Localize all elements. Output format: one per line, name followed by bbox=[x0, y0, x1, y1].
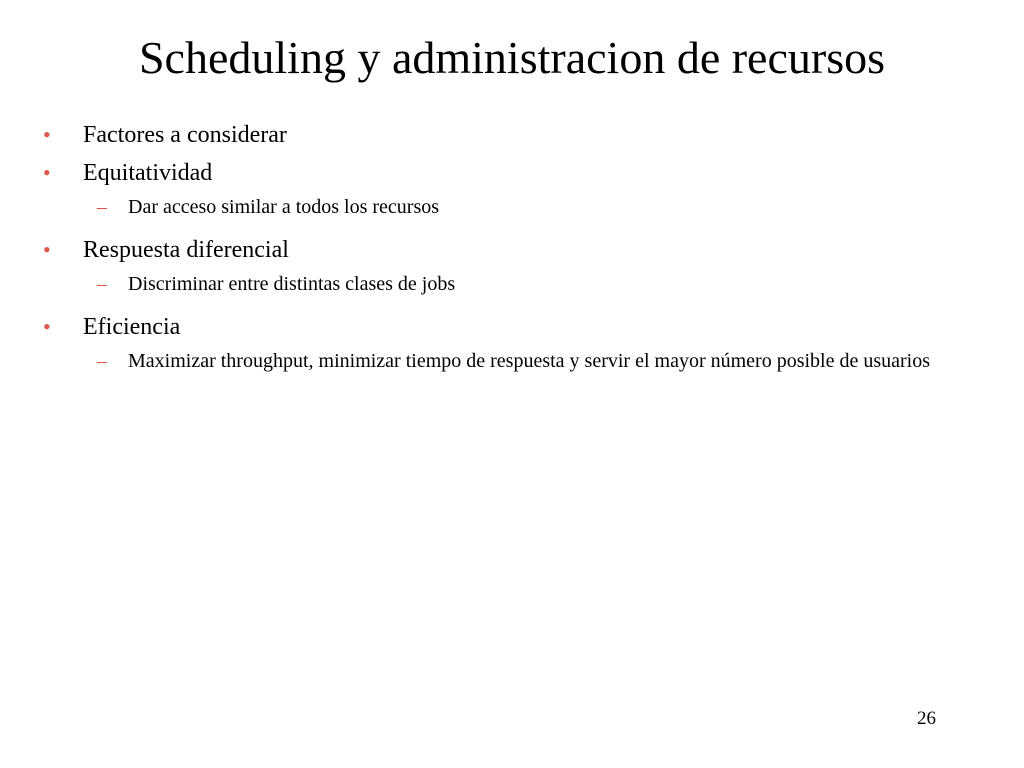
bullet-marker: • bbox=[43, 122, 51, 147]
sub-bullet-text: Maximizar throughput, minimizar tiempo de respuesta y servir el mayor número posible de usuarios bbox=[128, 350, 931, 372]
bullet-list bbox=[0, 116, 1024, 385]
sub-bullet-marker: – bbox=[97, 273, 107, 295]
page-number: 26 bbox=[917, 708, 936, 729]
bullet-text: Respuesta diferencial bbox=[83, 237, 289, 263]
bullet-text: Eficiencia bbox=[83, 314, 181, 340]
sub-bullet-equitatividad bbox=[0, 192, 1024, 223]
bullet-marker: • bbox=[43, 237, 51, 262]
sub-bullet-text: Discriminar entre distintas clases de jobs bbox=[128, 273, 456, 295]
sub-bullet-marker: – bbox=[97, 196, 107, 218]
bullet-marker: • bbox=[43, 314, 51, 339]
bullet-text: Factores a considerar bbox=[83, 122, 287, 148]
bullet-item-equitatividad bbox=[0, 154, 1024, 192]
slide-title: Scheduling y administracion de recursos bbox=[138, 32, 886, 83]
bullet-item-eficiencia bbox=[0, 308, 1024, 346]
sub-bullet-eficiencia bbox=[0, 346, 1024, 377]
bullet-item-factores bbox=[0, 116, 1024, 154]
sub-bullet-marker: – bbox=[97, 350, 107, 372]
bullet-marker: • bbox=[43, 160, 51, 185]
sub-bullet-respuesta bbox=[0, 269, 1024, 300]
sub-bullet-text: Dar acceso similar a todos los recursos bbox=[128, 196, 440, 218]
bullet-text: Equitatividad bbox=[83, 160, 213, 186]
bullet-item-respuesta bbox=[0, 231, 1024, 269]
